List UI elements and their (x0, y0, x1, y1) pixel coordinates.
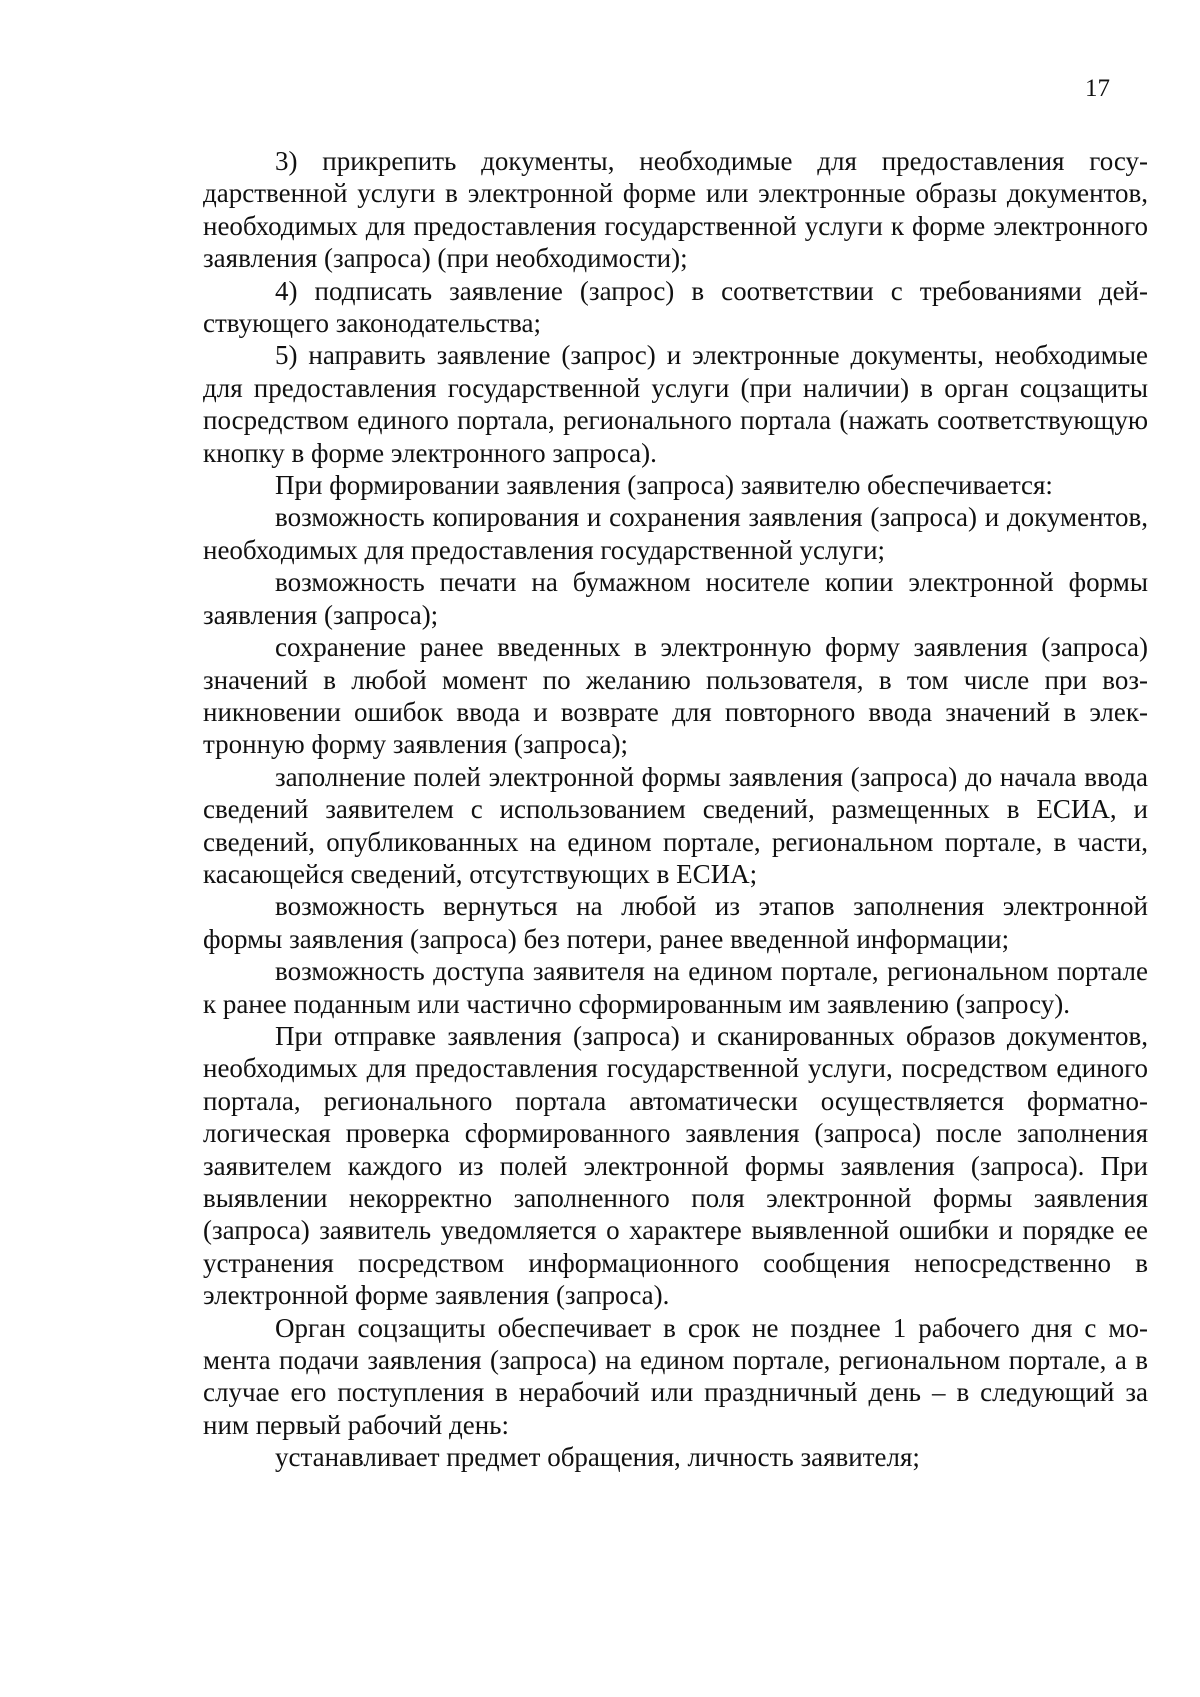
paragraph: возможность печати на бумажном носителе копии электронной формы заявления (запроса); (203, 567, 1148, 630)
paragraph: возможность вернуться на любой из этапов заполнения электронной формы заявления (запроса) без потери, ранее введенной информации; (203, 891, 1148, 954)
paragraph: возможность доступа заявителя на едином портале, региональном портале к ранее поданным или частично сформированным им заявлению (запросу). (203, 956, 1148, 1019)
paragraph: 5) направить заявление (запрос) и электронные документы, необходимые для предоставления государственной услуги (при наличии) в орган соцзащиты посредством единого портала, регионального портала (нажать соответствующую кнопку в форме электронного запроса). (203, 340, 1148, 468)
paragraph: возможность копирования и сохранения заявления (запроса) и документов, необходимых для предоставления государственной услуги; (203, 502, 1148, 565)
paragraph: При отправке заявления (запроса) и сканированных образов документов, необходимых для предоставления государственной услуги, посредством единого портала, регионального портала автоматически осуществляется форматно-логическая проверка сформированного заявления (запроса) после заполнения заявителем каждого из полей электронной формы заявления (запроса). При выявлении некорректно заполненного поля электронной формы заявления (запроса) заявитель уведомляется о характере выявленной ошибки и порядке ее устранения посредством информационного сообщения непосредственно в электронной форме заявления (запроса). (203, 1020, 1148, 1311)
paragraph: 4) подписать заявление (запрос) в соответствии с требованиями действующего законодательства; (203, 275, 1148, 339)
paragraph: Орган соцзащиты обеспечивает в срок не позднее 1 рабочего дня с момента подачи заявления (запроса) на едином портале, региональном портале, а в случае его поступления в нерабочий или праздничный день – в следующий за ним первый рабочий день: (203, 1312, 1148, 1440)
paragraph: 3) прикрепить документы, необходимые для предоставления государственной услуги в электронной форме или электронные образы документов, необходимых для предоставления государственной услуги к форме электронного заявления (запроса) (при необходимости); (203, 146, 1148, 274)
paragraph: заполнение полей электронной формы заявления (запроса) до начала ввода сведений заявителем с использованием сведений, размещенных в ЕСИА, и сведений, опубликованных на едином портале, региональном портале, в части, касающейся сведений, отсутствующих в ЕСИА; (203, 761, 1148, 889)
paragraph: сохранение ранее введенных в электронную форму заявления (запроса) значений в любой момент по желанию пользователя, в том числе при возникновении ошибок ввода и возврате для повторного ввода значений в электронную форму заявления (запроса); (203, 632, 1148, 760)
paragraph: При формировании заявления (запроса) заявителю обеспечивается: (275, 470, 1053, 501)
page-number: 17 (1085, 75, 1110, 102)
paragraph: устанавливает предмет обращения, личность заявителя; (275, 1442, 920, 1473)
body-text (203, 145, 1148, 1474)
